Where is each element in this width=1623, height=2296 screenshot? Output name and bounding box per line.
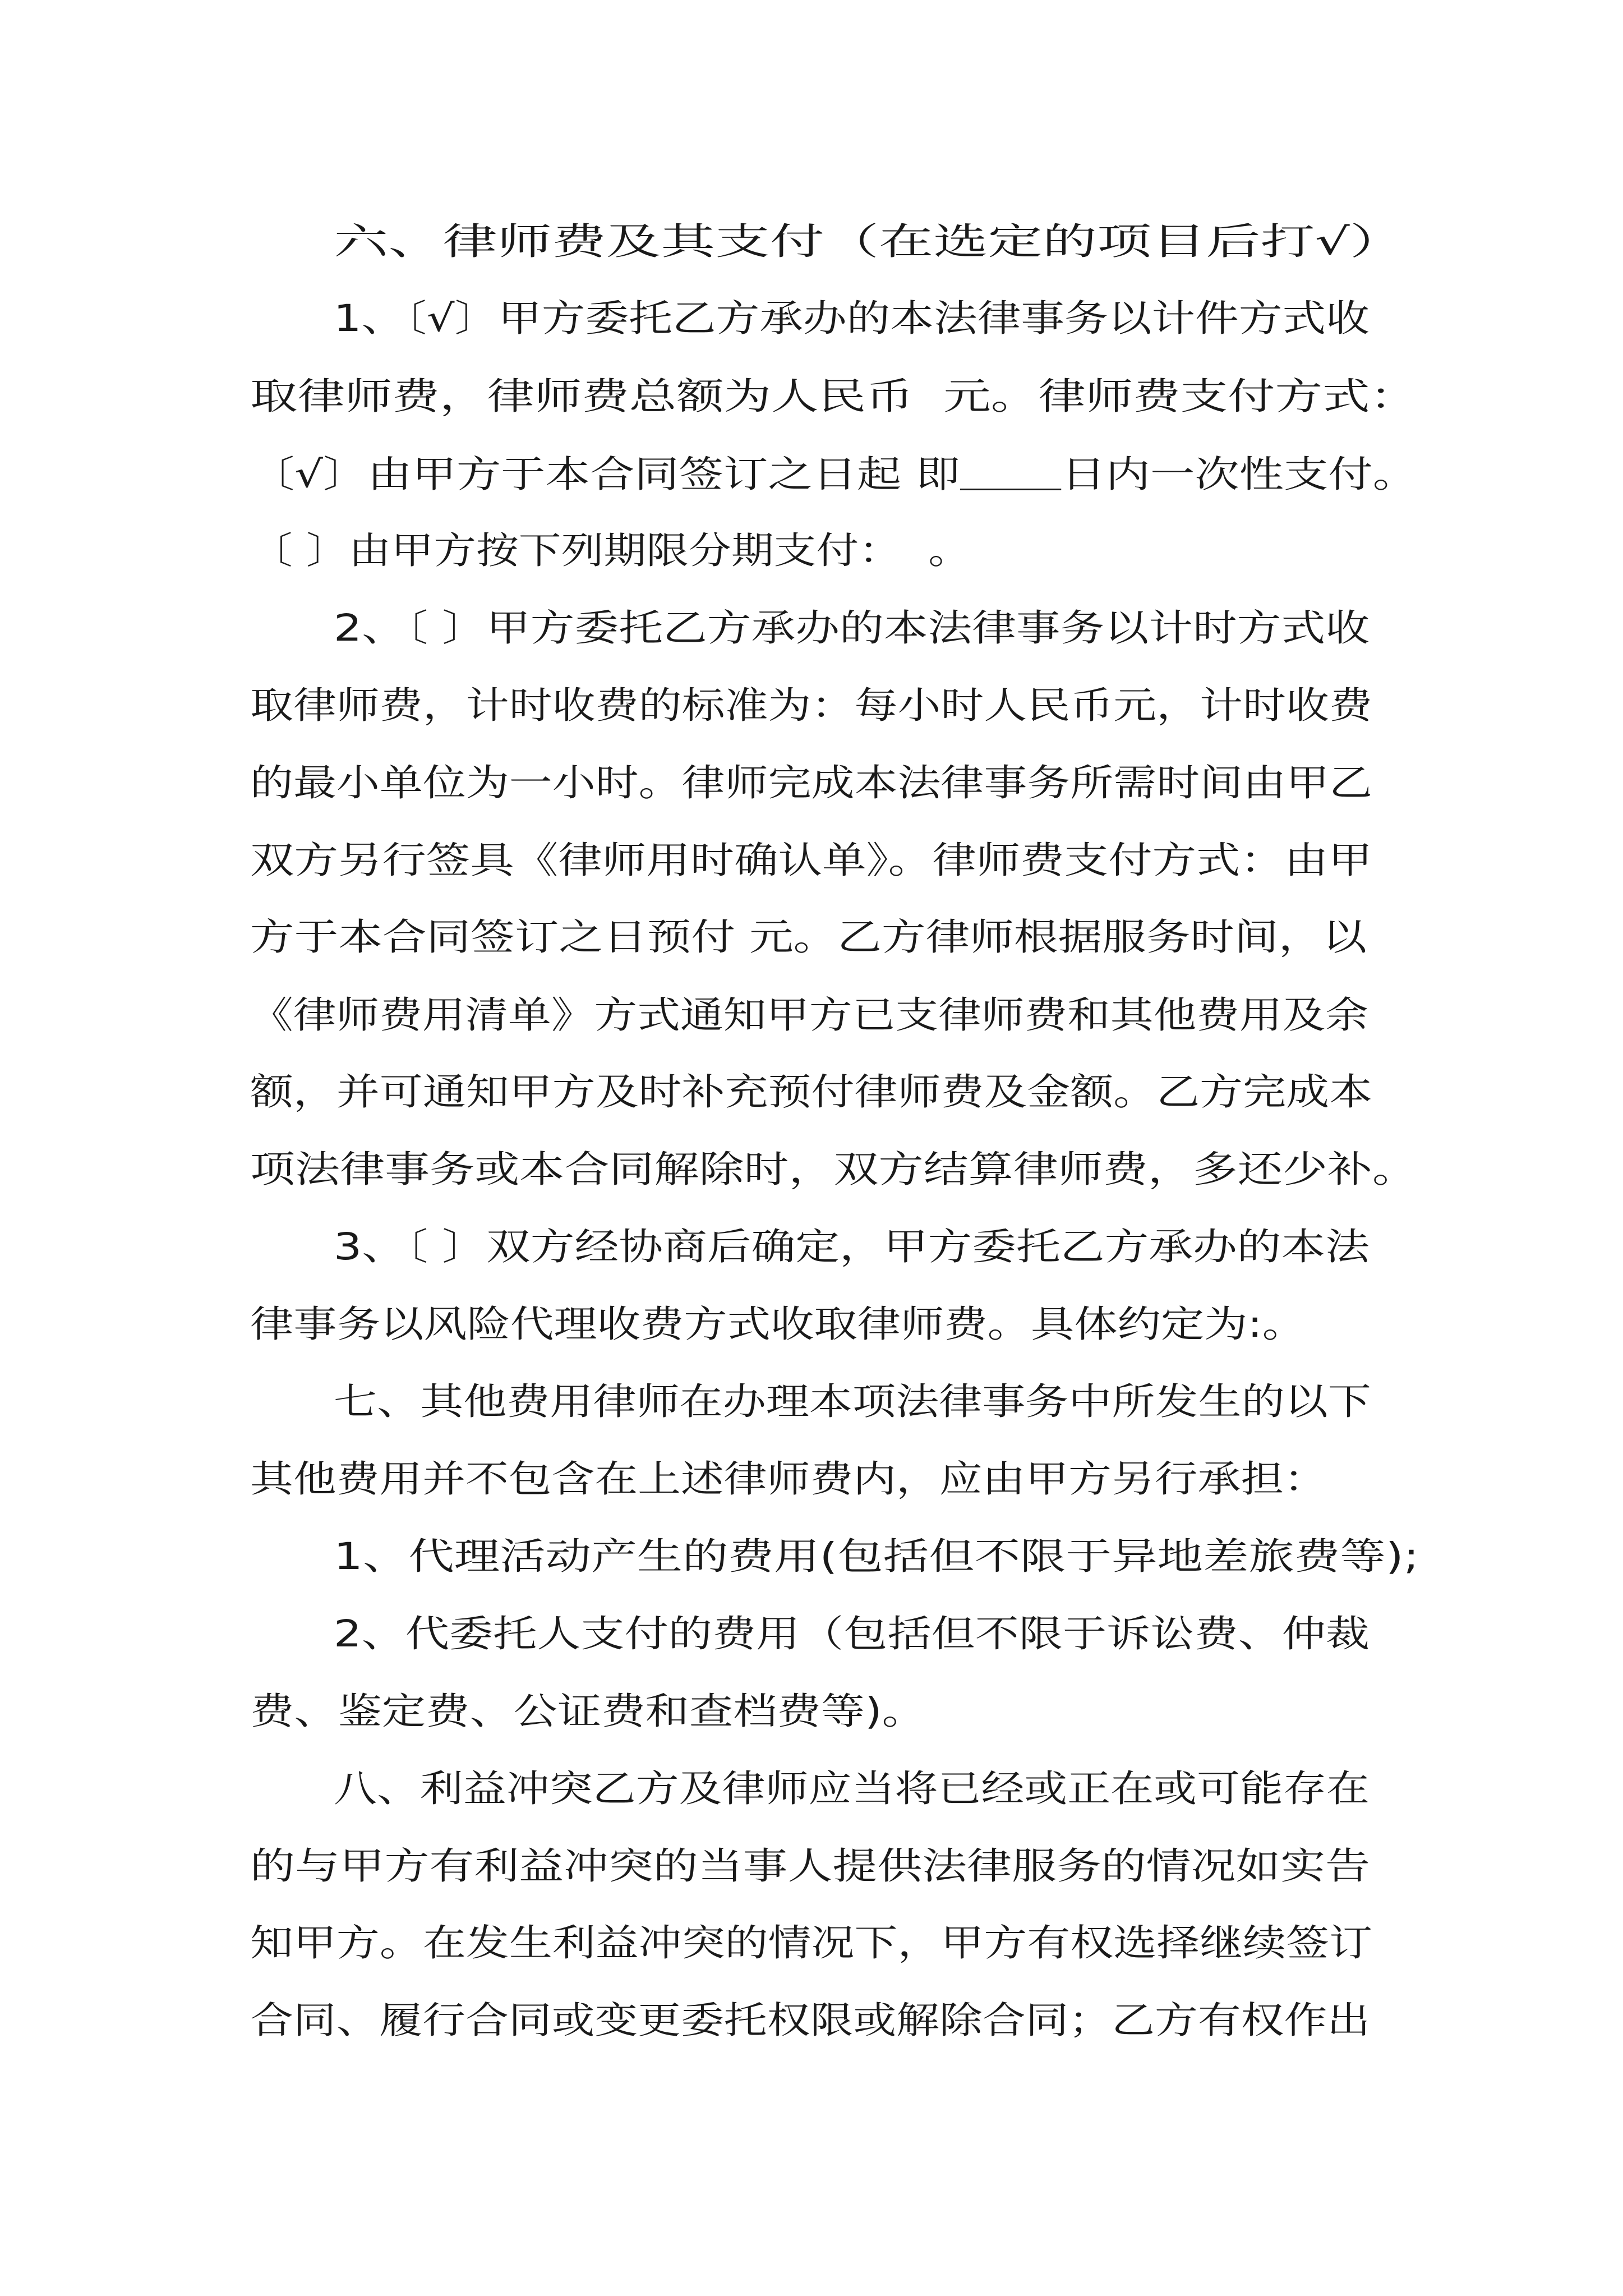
clause-6-2-line-5: 方于本合同签订之日预付 元。乙方律师根据服务时间，以 [250,915,1367,959]
clause-6-2-line-2: 取律师费，计时收费的标准为：每小时人民币元，计时收费 [250,684,1373,727]
section-8-line-2: 的与甲方有利益冲突的当事人提供法律服务的情况如实告 [250,1844,1370,1888]
clause-6-2-line-1: 2、〔 〕甲方委托乙方承办的本法律事务以计时方式收 [334,606,1370,650]
lump-sum-text-before: 〔√〕由甲方于本合同签订之日起 即 [250,453,960,496]
clause-6-1-line-1: 1、〔√〕甲方委托乙方承办的本法律事务以计件方式收 [334,297,1370,340]
clause-6-2-line-7: 额，并可通知甲方及时补充预付律师费及金额。乙方完成本 [250,1070,1373,1114]
section-8-line-4: 合同、履行合同或变更委托权限或解除合同；乙方有权作出 [250,1999,1371,2042]
clause-6-2-line-4: 双方另行签具《律师用时确认单》。律师费支付方式：由甲 [250,839,1372,882]
section-6-heading: 六、律师费及其支付（在选定的项目后打√） [334,220,1404,263]
section-7-line-2: 其他费用并不包含在上述律师费内，应由甲方另行承担： [250,1457,1327,1501]
section-7-item-2-line-1: 2、代委托人支付的费用（包括但不限于诉讼费、仲裁 [334,1612,1370,1655]
clause-6-2-line-6: 《律师费用清单》方式通知甲方已支律师费和其他费用及余 [250,993,1368,1037]
clause-6-3-line-2: 律事务以风险代理收费方式收取律师费。具体约定为:。 [250,1303,1306,1346]
clause-6-1-option-lump-sum [250,452,1417,497]
section-8-line-3: 知甲方。在发生利益冲突的情况下，甲方有权选择继续签订 [250,1921,1373,1964]
section-7-item-1: 1、代理活动产生的费用(包括但不限于异地差旅费等); [334,1535,1419,1578]
clause-6-3-line-1: 3、〔 〕双方经协商后确定，甲方委托乙方承办的本法 [334,1225,1370,1268]
section-7-item-2-line-2: 费、鉴定费、公证费和查档费等)。 [250,1690,926,1733]
section-7-line-1: 七、其他费用律师在办理本项法律事务中所发生的以下 [334,1380,1371,1423]
section-8-line-1: 八、利益冲突乙方及律师应当将已经或正在或可能存在 [334,1767,1370,1810]
clause-6-2-line-3: 的最小单位为一小时。律师完成本法律事务所需时间由甲乙 [250,761,1373,804]
clause-6-1-option-installments: 〔 〕由甲方按下列期限分期支付： 。 [250,529,971,572]
lump-sum-text-after: 日内一次性支付。 [1061,453,1418,496]
days-blank-field [960,452,1061,490]
clause-6-2-line-8: 项法律事务或本合同解除时，双方结算律师费，多还少补。 [250,1148,1417,1191]
clause-6-1-line-2: 取律师费，律师费总额为人民币 元。律师费支付方式： [250,375,1418,418]
